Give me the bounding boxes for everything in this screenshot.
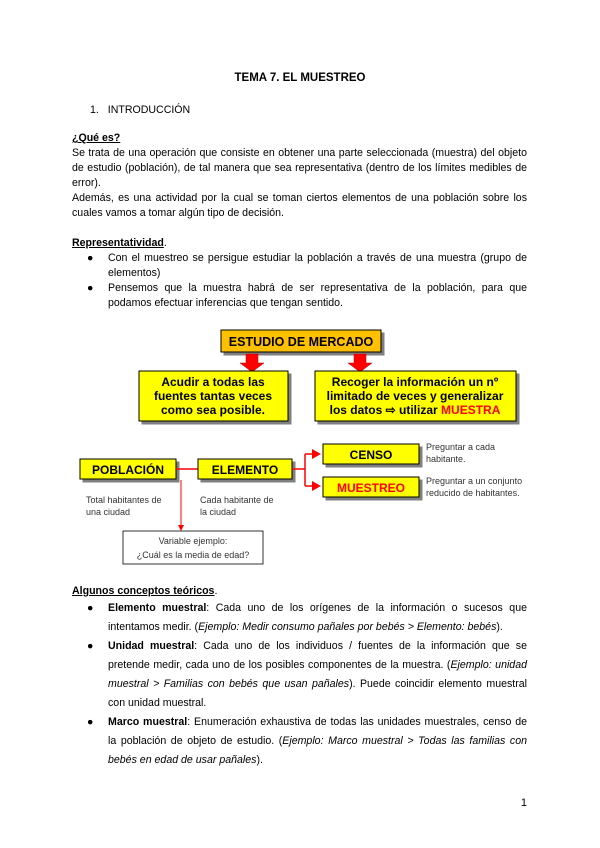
conceptos-heading: Algunos conceptos teóricos (72, 585, 215, 597)
que-es-block (72, 131, 527, 221)
censo-note-1: Preguntar a cada (426, 442, 496, 452)
heading-suffix: . (163, 237, 167, 249)
censo-note-2: habitante. (426, 454, 466, 464)
representatividad-block (72, 236, 527, 311)
estudio-mercado-label: ESTUDIO DE MERCADO (228, 335, 374, 349)
bullet-icon: ● (87, 252, 94, 264)
recoger-line-2: limitado de veces y generalizar (326, 389, 504, 403)
muestreo-note-2: reducido de habitantes. (426, 488, 520, 498)
conceptos-block (72, 584, 527, 770)
poblacion-label: POBLACIÓN (92, 463, 164, 477)
muestreo-label: MUESTREO (336, 481, 406, 495)
concept-example: Ejemplo: Medir consumo pañales por bebés > Elemento: bebés (198, 621, 497, 633)
variable-line-1: Variable ejemplo: (158, 536, 228, 546)
concept-term: Elemento muestral (108, 602, 207, 614)
acudir-line-3: como sea posible. (160, 403, 266, 417)
concept-term: Unidad muestral (108, 640, 195, 652)
poblacion-note-2: una ciudad (86, 507, 131, 517)
section-heading (90, 104, 190, 116)
concept-text: : Cada uno de los orígenes de la información o sucesos que intentamos medir. ( (108, 602, 527, 633)
representatividad-heading: Representatividad (72, 237, 164, 249)
bullet-icon: ● (87, 602, 94, 614)
arrow-right-icon (312, 481, 321, 491)
elemento-label: ELEMENTO (211, 463, 279, 477)
estudio-mercado-diagram (0, 320, 600, 570)
list-item (72, 713, 527, 770)
bullet-icon: ● (87, 716, 94, 728)
heading-suffix: . (214, 585, 218, 597)
arrow-right-icon (312, 449, 321, 459)
concept-after: ). Puede coincidir elemento muestral con unidad muestral. (108, 678, 527, 709)
section-number: 1. (90, 104, 99, 116)
bullet-icon: ● (87, 640, 94, 652)
list-item (72, 599, 527, 637)
arrow-down-icon (178, 525, 184, 531)
concept-after: ). (496, 621, 503, 633)
bullet-icon: ● (87, 282, 94, 294)
list-item (72, 251, 527, 281)
recoger-line-3-prefix: los datos ⇨ utilizar (329, 403, 442, 417)
censo-label: CENSO (349, 448, 393, 462)
page-title: TEMA 7. EL MUESTREO (234, 72, 366, 84)
acudir-line-2: fuentes tantas veces (153, 389, 273, 403)
bullet-text: Con el muestreo se persigue estudiar la población a través de una muestra (grupo de elementos) (108, 252, 527, 279)
muestra-highlight: MUESTRA (441, 403, 501, 417)
concept-after: ). (256, 754, 263, 766)
section-label: INTRODUCCIÓN (107, 104, 191, 116)
list-item (72, 281, 527, 311)
poblacion-note-1: Total habitantes de (86, 495, 162, 505)
recoger-line-3 (330, 403, 501, 417)
variable-line-2: ¿Cuál es la media de edad? (136, 550, 250, 560)
bullet-text: Pensemos que la muestra habrá de ser representativa de la población, para que podamos efectuar inferencias que tengan sentido. (108, 282, 527, 309)
que-es-paragraph-2: Además, es una actividad por la cual se toman ciertos elementos de una población sobre los cuales vamos a tomar algún tipo de decisión. (72, 192, 527, 219)
que-es-paragraph-1: Se trata de una operación que consiste en obtener una parte seleccionada (muestra) del objeto de estudio (población), de tal manera que sea representativa (dentro de los límites medibles de error). (72, 147, 527, 189)
arrow-down-icon (240, 354, 264, 372)
concept-text: : Cada uno de los individuos / fuentes de la información que se pretende medir, cada uno de los posibles componentes de la muestra. ( (108, 640, 527, 671)
list-item (72, 637, 527, 713)
muestreo-note-1: Preguntar a un conjunto (426, 476, 523, 486)
elemento-note-2: la ciudad (200, 507, 237, 517)
recoger-line-1: Recoger la información un nº (331, 375, 499, 389)
que-es-heading: ¿Qué es? (72, 132, 121, 144)
concept-text: : Enumeración exhaustiva de todas las unidades muestrales, censo de la población de objeto de estudio. ( (108, 716, 528, 747)
acudir-line-1: Acudir a todas las (161, 375, 265, 389)
concept-example: Ejemplo: unidad muestral > Familias con bebés que usan pañales (108, 659, 527, 690)
concept-term: Marco muestral (108, 716, 188, 728)
arrow-down-icon (348, 354, 372, 372)
concept-example: Ejemplo: Marco muestral > Todas las familias con bebés en edad de usar pañales (108, 735, 527, 766)
page-number: 1 (520, 797, 527, 809)
elemento-note-1: Cada habitante de (200, 495, 274, 505)
